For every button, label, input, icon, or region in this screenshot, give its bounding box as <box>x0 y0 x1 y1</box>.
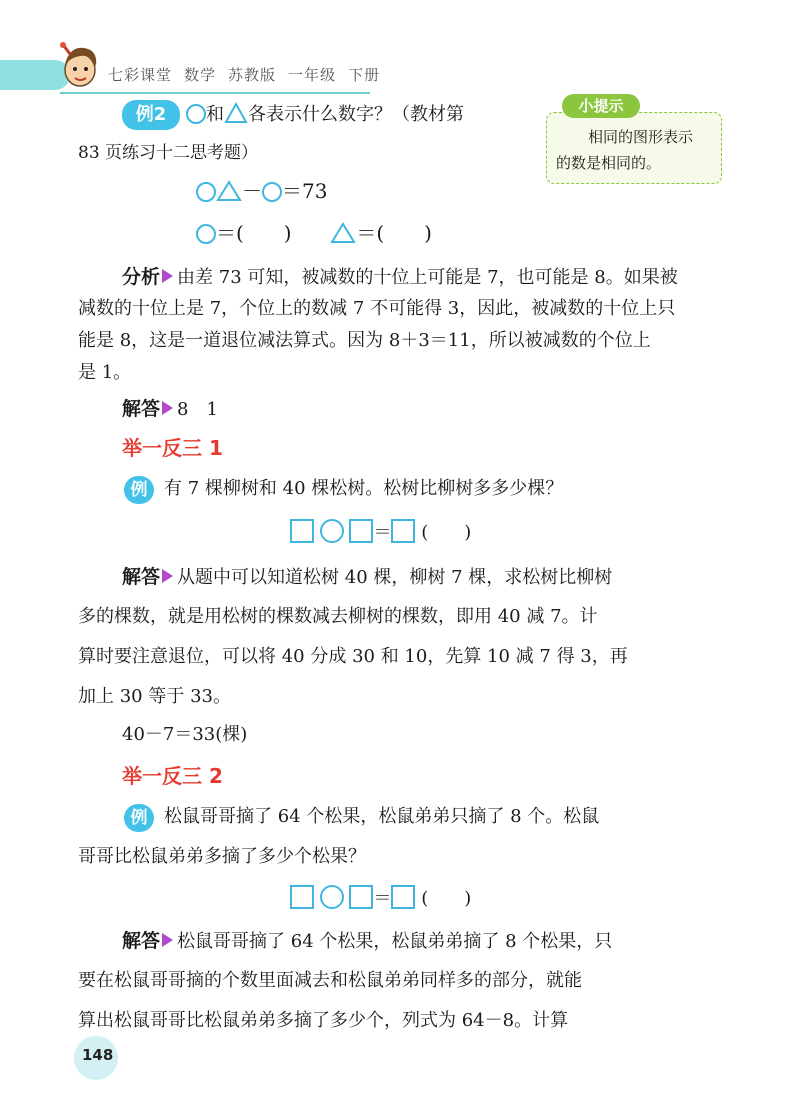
practice-equation-2: ＝ ( ) <box>290 884 471 914</box>
subject-name: 数学 <box>184 66 217 84</box>
practice-answer-2-line-2: 要在松鼠哥哥摘的个数里面减去和松鼠弟弟同样多的部分，就能 <box>78 970 582 991</box>
arrow-icon <box>162 933 173 947</box>
practice-title-2: 举一反三 2 <box>122 764 223 788</box>
practice-answer-1-line-2: 多的棵数，就是用松树的棵数减去柳树的棵数，即用 40 减 7。计 <box>78 606 598 627</box>
example-badge: 例2 <box>122 100 180 130</box>
answer-label: 解答 <box>122 398 161 420</box>
arrow-icon <box>162 569 173 583</box>
answer-line: 解答 8 1 <box>122 398 218 420</box>
practice-badge-1: 例 <box>124 476 154 504</box>
blank-box-icon <box>290 519 314 543</box>
blank-box-icon <box>290 885 314 909</box>
example-equation: － ＝73 <box>196 176 327 206</box>
hint-tag: 小提示 <box>562 94 640 118</box>
blank-box-icon <box>391 519 415 543</box>
analysis-line-4: 是 1。 <box>78 362 132 383</box>
operator-circle-icon <box>320 885 344 909</box>
example-question: 和 各表示什么数字？（教材第 <box>186 100 464 130</box>
circle-icon <box>196 224 216 244</box>
example-answer-blanks: ＝( ) ＝( ) <box>196 218 432 248</box>
triangle-icon <box>224 102 248 124</box>
practice-equation-1: ＝ ( ) <box>290 518 471 548</box>
blank-box-icon <box>349 885 373 909</box>
triangle-icon <box>330 222 356 244</box>
practice-title-1: 举一反三 1 <box>122 436 223 460</box>
practice-badge-2: 例 <box>124 804 154 832</box>
hint-line-2: 的数是相同的。 <box>556 154 662 172</box>
blank-box-icon <box>391 885 415 909</box>
example-question-source: 83 页练习十二思考题） <box>78 143 259 163</box>
mascot-icon <box>56 40 104 92</box>
practice-question-1: 有 7 棵柳树和 40 棵松树。松树比柳树多多少棵？ <box>164 478 564 499</box>
practice-question-2-line-2: 哥哥比松鼠弟弟多摘了多少个松果？ <box>78 846 366 867</box>
triangle-icon <box>216 180 242 202</box>
practice-answer-2-line-1: 解答 松鼠哥哥摘了 64 个松果，松鼠弟弟摘了 8 个松果，只 <box>122 930 613 952</box>
practice-answer-1-line-1: 解答 从题中可以知道松树 40 棵，柳树 7 棵，求松树比柳树 <box>122 566 613 588</box>
analysis-line-1: 分析 由差 73 可知，被减数的十位上可能是 7，也可能是 8。如果被 <box>122 266 678 288</box>
practice-question-2-line-1: 松鼠哥哥摘了 64 个松果，松鼠弟弟只摘了 8 个。松鼠 <box>164 806 600 827</box>
analysis-line-2: 减数的十位上是 7，个位上的数减 7 不可能得 3，因此，被减数的十位上只 <box>78 298 676 319</box>
page-number: 148 <box>82 1046 114 1064</box>
series-name: 七彩课堂 <box>108 66 173 84</box>
hint-line-1: 相同的图形表示 <box>588 128 694 146</box>
edition-name: 苏教版 <box>228 66 277 84</box>
header-title <box>108 64 392 85</box>
answer-label: 解答 <box>122 930 161 952</box>
arrow-icon <box>162 269 173 283</box>
volume-name: 下册 <box>348 66 381 84</box>
operator-circle-icon <box>320 519 344 543</box>
practice-answer-1-line-3: 算时要注意退位，可以将 40 分成 30 和 10，先算 10 减 7 得 3，再 <box>78 646 628 667</box>
answer-label: 解答 <box>122 566 161 588</box>
practice-formula-1: 40－7＝33(棵) <box>122 724 248 745</box>
circle-icon <box>262 182 282 202</box>
circle-icon <box>196 182 216 202</box>
grade-name: 一年级 <box>288 66 337 84</box>
analysis-label: 分析 <box>122 266 161 288</box>
practice-answer-1-line-4: 加上 30 等于 33。 <box>78 686 231 707</box>
circle-icon <box>186 104 206 124</box>
arrow-icon <box>162 401 173 415</box>
practice-answer-2-line-3: 算出松鼠哥哥比松鼠弟弟多摘了多少个，列式为 64－8。计算 <box>78 1010 569 1031</box>
blank-box-icon <box>349 519 373 543</box>
header-rule <box>60 92 370 94</box>
analysis-line-3: 能是 8，这是一道退位减法算式。因为 8＋3＝11，所以被减数的个位上 <box>78 330 651 351</box>
